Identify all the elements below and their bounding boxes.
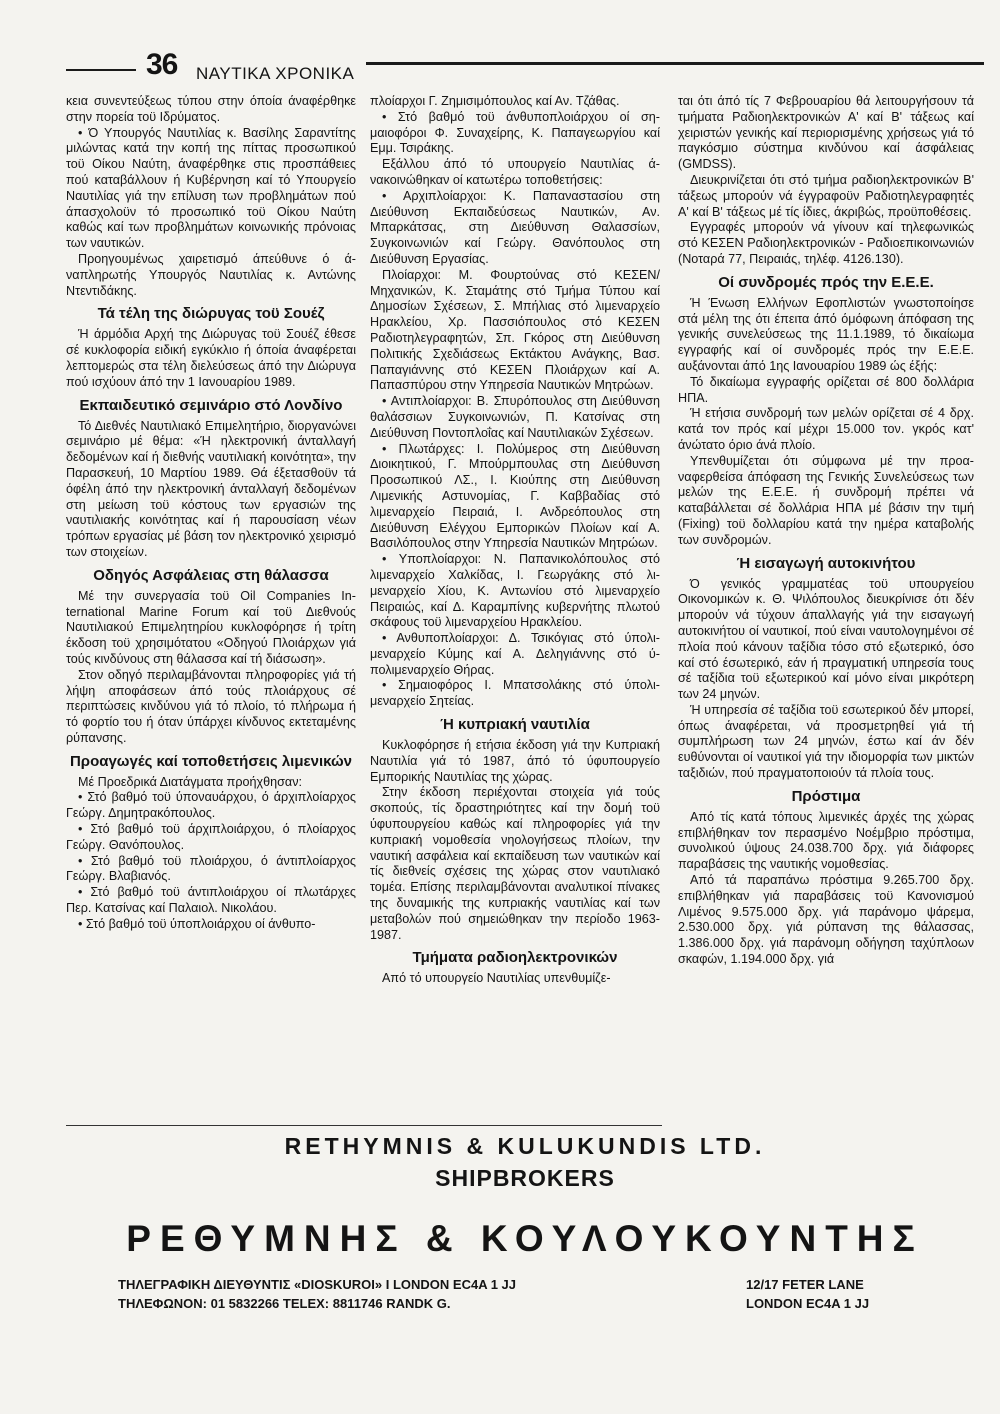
list-item: • Ανθυποπλοίαρχοι: Δ. Τσικόγιας στό ύπολιμεναρχείο Κύμης καί Α. Δεληγιάννης στό ύπολιμεναρχείο Θήρας. bbox=[370, 631, 660, 677]
list-item: • Υποπλοίαρχοι: Ν. Παπανικολόπουλος στό λιμεναρχείο Χαλκίδας, Ι. Γεωργάκης στό λιμεναρχείο Χίου, Κ. Αντωνίου στό λιμεναρχείο Πειραιώς, καί Δ. Καραμπίνης κυβερνήτης πλωτού σκάφους τοϋ λιμεναρχείου Ηρακλείου. bbox=[370, 552, 660, 630]
header-rule-left bbox=[66, 69, 136, 71]
ad-contact-right bbox=[746, 1275, 869, 1313]
column-end-rule bbox=[66, 1125, 662, 1126]
ad-phone-telex: ΤΗΛΕΦΩΝΟΝ: 01 5832266 TELEX: 8811746 RANDK G. bbox=[118, 1296, 451, 1311]
paragraph: Στον οδηγό περιλαμβάνονται πληροφορίες γιά τή λήψη αποφάσεων άπό τούς πλοιάρχους σέ περιπτώσεις κινδύνου γιά τό πλοίο, τό πλήρωμα ή τό φορτίο του ή όταν ύπάρχει κίνδυνος εκτεταμένης ρύπανσης. bbox=[66, 667, 356, 745]
publication-name: ΝΑΥΤΙΚΑ ΧΡΟΝΙΚΑ bbox=[196, 64, 355, 83]
section-heading-cyprus-shipping: Ή κυπριακή ναυτιλία bbox=[440, 716, 590, 734]
section-heading-safety-guide: Οδηγός Ασφάλειας στη θάλασσα bbox=[93, 566, 329, 584]
list-item: • Στό βαθμό τοϋ άρχιπλοιάρχου, ό πλοίαρχος Γεώργ. Θανόπουλος. bbox=[66, 822, 356, 852]
paragraph: κεια συνεντεύξεως τύπου στην όποία άναφέρθηκε στην πορεία τοϋ Ιδρύματος. bbox=[66, 94, 356, 124]
column-3 bbox=[678, 94, 974, 968]
column-2 bbox=[370, 94, 660, 987]
ad-street-address: 12/17 FETER LANE bbox=[746, 1277, 864, 1292]
ad-company-name-latin: RETHYMNIS & KULUKUNDIS LTD. bbox=[284, 1133, 766, 1159]
ad-subtitle: SHIPBROKERS bbox=[435, 1165, 615, 1191]
list-item: • Στό βαθμό τοϋ ύποναυάρχου, ό άρχιπλοίαρχος Γεώργ. Δημητρακόπουλος. bbox=[66, 790, 356, 821]
section-heading-fines: Πρόστιμα bbox=[791, 787, 861, 805]
list-item: • Στό βαθμό τοϋ πλοιάρχου, ό άντιπλοίαρχος Γεώργ. Βλαβιανός. bbox=[66, 853, 356, 884]
list-item: • Στό βαθμό τοϋ άνθυποπλοιάρχου οί σημαιοφόροι Φ. Συναχείρης, Κ. Παπαγεωργίου καί Εμμ. Τσιράκης. bbox=[370, 109, 660, 156]
list-item: • Σημαιοφόρος Ι. Μπατσολάκης στό ύπολιμεναρχείο Σητείας. bbox=[370, 678, 660, 709]
paragraph: Ό γενικός γραμματέας τοϋ υπουργείου Οικονομικών κ. Θ. Ψιλόπουλος διευκρίνισε ότι δέν μπορούν νά τύχουν άπαλλαγής γιά την εισαγωγή αυτοκινήτου οί ναυτικοί, πού είναι ναυτολογημένοι σέ πλοία πού κάνουν ταξίδια τόσο στό εξωτερικό, όσο καί στό έσωτερικό, εάν ή πραγματική υπηρεσία τους σέ ταξίδια τοϋ εξωτερικού καί μόνο είναι μικρότερη των 24 μηνών. bbox=[678, 576, 974, 702]
paragraph: ται ότι άπό τίς 7 Φεβρουαρίου θά λειτουργήσουν τά τμήματα Ραδιοηλεκτρονικών Α' καί Β' τάξεως καί χειριστών γενικής καί περιορισμένης χρήσεως γιά τό παγκόσμιο σύστημα κινδύνου καί άσφάλειας (GMDSS). bbox=[678, 94, 974, 172]
paragraph: πλοίαρχοι Γ. Ζημισιμόπουλος καί Αν. Τζάθας. bbox=[370, 94, 620, 108]
page-number: 36 bbox=[146, 48, 178, 81]
paragraph: Μέ Προεδρικά Διατάγματα προήχθησαν: bbox=[78, 774, 302, 789]
section-heading-subscriptions: Οί συνδρομές πρός την Ε.Ε.Ε. bbox=[718, 273, 934, 291]
list-item: • Στό βαθμό τοϋ ύποπλοιάρχου οί άνθυπο- bbox=[78, 916, 316, 931]
paragraph: Τό δικαίωμα εγγραφής ορίζεται σέ 800 δολλάρια ΗΠΑ. bbox=[678, 374, 974, 405]
paragraph: Κυκλοφόρησε ή ετήσια έκδοση γιά την Κυπριακή Ναυτιλία γιά τό 1987, άπό τό ύφυπουργείο Εμπορικής Ναυτιλίας της χώρας. bbox=[370, 738, 660, 784]
paragraph: Ή ετήσια συνδρομή των μελών ορίζεται σέ 4 δρχ. κατά τον πρός καί μέχρι 15.000 τον. γκρός κατ' άνώτατο όριο άνά πλοίο. bbox=[678, 406, 974, 452]
ad-company-name-greek: ΡΕΘΥΜΝΗΣ & ΚΟΥΛΟΥΚΟΥΝΤΗΣ bbox=[126, 1218, 924, 1259]
header-rule-right bbox=[366, 62, 984, 65]
paragraph: Στην έκδοση περιέχονται στοιχεία γιά τούς σκοπούς, τίς δραστηριότητες καί την δομή τοϋ ύφυπουργείου καθώς καί πληροφορίες γιά την κυπριακή νομοθεσία νηολογήσεως πλοίων, την ναυτική ασφάλεια καί εκπαίδευση των ναυτικών καί τίς διεθνείς σχέσεις της χώρας στον ναυτιλιακό τομέα. Επίσης περιλαμβάνονται αναλυτικοί πίνακες της δυναμικής της κυπριακής ναυτιλίας καί των μεταβολών πού σημειώθηκαν την περίοδο 1963-1987. bbox=[370, 785, 660, 942]
paragraph: Από τίς κατά τόπους λιμενικές άρχές της χώρας επιβλήθηκαν τον περασμένο Νοέμβριο πρόστιμα, συνολικού ύψους 24.038.700 δρχ. γιά διάφορες παραβάσεις της ναυτικής νομοθεσίας. bbox=[678, 809, 974, 872]
column-1 bbox=[66, 94, 356, 933]
section-heading-seminar: Εκπαιδευτικό σεμινάριο στό Λονδίνο bbox=[79, 396, 343, 414]
ad-telegraphic-address: ΤΗΛΕΓΡΑΦΙΚΗ ΔΙΕΥΘΥΝΤΙΣ «DIOSKUROI» I LONDON EC4A 1 JJ bbox=[118, 1277, 517, 1292]
ad-city-postcode: LONDON EC4A 1 JJ bbox=[746, 1296, 870, 1311]
ad-contact-left bbox=[118, 1275, 516, 1313]
paragraph: Διευκρινίζεται ότι στό τμήμα ραδιοηλεκτρονικών Β' τάξεως μπορούν νά έγγραφοϋν Ραδιοτηλεγραφητές Α' καί Β' τάξεως μέ τίς ίδιες, άκριβώς, προϋποθέσεις. bbox=[678, 172, 974, 219]
paragraph: Ή υπηρεσία σέ ταξίδια τοϋ εσωτερικού δέν μπορεί, όπως άναφέρεται, νά προσμετρηθεί γιά τή συμπλήρωση των 24 μηνών, έστω καί άν δέν ευθύνονται οί ναυτικοί γιά την ιδιομορφία των μικτών ταξιδιών, πού πραγματοποιούν τά πλοία τους. bbox=[678, 702, 974, 781]
paragraph: Τό Διεθνές Ναυτιλιακό Επιμελητήριο, διοργανώνει σεμινάριο μέ θέμα: «Ή ηλεκτρονική άνταλλαγή δεδομένων καί ή διεθνής ναυτιλιακή κοινότητα», την Παρασκευή, 10 Μαρτίου 1989. Θά έξετασθοϋν τά όφέλη άπό την ηλεκτρονική άνταλλαγή δεδομένων στη μείωση τοϋ κόστους των εργασιών της ναυτιλιακής κοινότητας καί ή παρουσίαση νέων τρόπων εργασίας μέ βάση τον ηλεκτρονικό χειρισμό των στοιχείων. bbox=[66, 418, 356, 559]
section-heading-promotions: Προαγωγές καί τοποθετήσεις λιμενικών bbox=[69, 752, 353, 770]
paragraph: Ή άρμόδια Αρχή της Διώρυγας τοϋ Σουέζ έθεσε σέ κυκλοφορία ειδική εγκύκλιο ή όποία άναφέρεται λεπτομερώς στα τέλη διελεύσεως άπό την Διώρυγα πού ισχύουν άπό την 1 Ιανουαρίου 1989. bbox=[66, 327, 356, 389]
paragraph: Ή Ένωση Ελλήνων Εφοπλιστών γνωστοποίησε στά μέλη της ότι έπειτα άπό όμόφωνη άπόφαση της γενικής συνελεύσεως της 11.1.1989, τό δικαίωμα εγγραφής καί οί συνδρομές πρός την Ε.Ε.Ε. αυξάνονται άπό 1ης Ιανουαρίου 1989 ώς έξής: bbox=[678, 295, 974, 373]
paragraph: Υπενθυμίζεται ότι σύμφωνα μέ την προαναφερθείσα άπόφαση της Γενικής Συνελεύσεως των μελών της Ε.Ε.Ε. ή συνδρομή πρέπει νά καταβάλλεται σέ δολλάρια ΗΠΑ μέ βάσιν την τιμή (Fixing) τοϋ δολλαρίου κατά την ημέρα καταβολής των συνδρομών. bbox=[678, 453, 974, 547]
section-heading-car-import: Ή εισαγωγή αυτοκινήτου bbox=[736, 554, 916, 572]
paragraph: Εξάλλου άπό τό υπουργείο Ναυτιλίας άνακοινώθηκαν οί κατωτέρω τοποθετήσεις: bbox=[370, 157, 660, 187]
section-heading-radio-departments: Τμήματα ραδιοηλεκτρονικών bbox=[412, 949, 618, 967]
advertisement bbox=[66, 1133, 984, 1333]
paragraph: Από τά παραπάνω πρόστιμα 9.265.700 δρχ. επιβλήθηκαν γιά παραβάσεις τοϋ Κανονισμού Λιμένος 9.575.000 δρχ. γιά παράνομο ψάρεμα, 2.530.000 δρχ. γιά ρύπανση της θάλασσας, 1.386.000 δρχ. γιά παράνομη οδήγηση ταχύπλοων σκαφών, 1.194.000 δρχ. γιά bbox=[678, 873, 974, 967]
section-heading-suez: Τά τέλη της διώρυγας τοϋ Σουέζ bbox=[97, 305, 325, 323]
list-item: • Αρχιπλοίαρχοι: Κ. Παπαναστασίου στη Διεύθυνση Εκπαιδεύσεως Ναυτικών, Αν. Μπαρκάτσας, στη Διεύθυνση Θαλασσίων, Συγκοινωνιών καί Γεώργ. Θανόπουλος στη Διεύθυνση Εργασίας. bbox=[370, 188, 660, 266]
list-item: • Πλωτάρχες: Ι. Πολύμερος στη Διεύθυνση Διοικητικού, Γ. Μπούρμπουλας στη Διεύθυνση Προσωπικού ΛΣ., Ι. Κιούπης στη Διεύθυνση Λιμενικής Αστυνομίας, Γ. Καββαδίας στό λιμεναρχείο Πειραιά, Ι. Ανδρεόπουλος στη Διεύθυνση Ελέγχου Εμπορικών Πλοίων καί Α. Βασιλόπουλος στην Υπηρεσία Ναυτικών Μητρώων. bbox=[370, 441, 660, 551]
paragraph: Μέ την συνεργασία τοϋ Oil Companies International Marine Forum καί τοϋ Διεθνούς Ναυτιλιακού Επιμελητηρίου κυκλοφόρησε ή τρίτη έκδοση τοϋ χρησιμότατου «Οδηγού Πλοιάρχων γιά τούς κινδύνους στη θάλασσα καί τή διάσωση». bbox=[66, 588, 356, 666]
paragraph: Από τό υπουργείο Ναυτιλίας υπενθυμίζε- bbox=[382, 971, 611, 986]
paragraph: Πλοίαρχοι: Μ. Φουρτούνας στό ΚΕΣΕΝ/ Μηχανικών, Κ. Σταμάτης στό Τμήμα Τύπου καί Δημοσίων Σχέσεων, Σ. Μπήλιας στό λιμεναρχείο Ηρακλείου, Χρ. Πασσιόπουλος στό ΚΕΣΕΝ Ραδιοτηλεγραφητών, Σπ. Γκόρος στη Διεύθυνση Πολιτικής Σχεδιάσεως Εκτάκτου Ανάγκης, Βασ. Παπαγιάννης στό ΚΕΣΕΝ Πλοιάρχων καί Α. Παπασπύρου στην Υπηρεσία Ναυτικών Μητρώων. bbox=[370, 267, 660, 393]
paragraph: • Ό Υπουργός Ναυτιλίας κ. Βασίλης Σαραντίτης μιλώντας κατά την κοπή της πίττας προσωπικού τοϋ Οίκου Ναύτη, άναφέρθηκε στις προσπάθειες πού καταβάλλουν ή Κυβέρνηση καί τό Υπουργείο Ναυτιλίας γιά την επίλυση των προβλημάτων πού άπασχολοϋν τό προσωπικό τοϋ Οίκου Ναύτη καθώς καί των προβλημάτων κοινωνικής πρόνοιας των ναυτικών. bbox=[66, 125, 356, 251]
paragraph: Εγγραφές μπορούν νά γίνουν καί τηλεφωνικώς στό ΚΕΣΕΝ Ραδιοηλεκτρονικών - Ραδιοεπικοινωνιών (Νοταρά 77, Πειραιάς, τηλέφ. 4126.130). bbox=[678, 220, 974, 266]
paragraph: Προηγουμένως χαιρετισμό άπεύθυνε ό άναπληρωτής Υπουργός Ναυτιλίας κ. Αντώνης Ντεντιδάκης. bbox=[66, 251, 356, 298]
list-item: • Στό βαθμό τοϋ άντιπλοιάρχου οί πλωτάρχες Περ. Κατσίνας καί Παλαιολ. Νικολάου. bbox=[66, 885, 356, 916]
page-header bbox=[66, 48, 984, 84]
list-item: • Αντιπλοίαρχοι: Β. Σπυρόπουλος στη Διεύθυνση θαλάσσιων Συγκοινωνιών, Π. Κατσίνας στη Διεύθυνση Ποντοπλοΐας καί Ναυτιλιακών Σχέσεων. bbox=[370, 394, 660, 440]
